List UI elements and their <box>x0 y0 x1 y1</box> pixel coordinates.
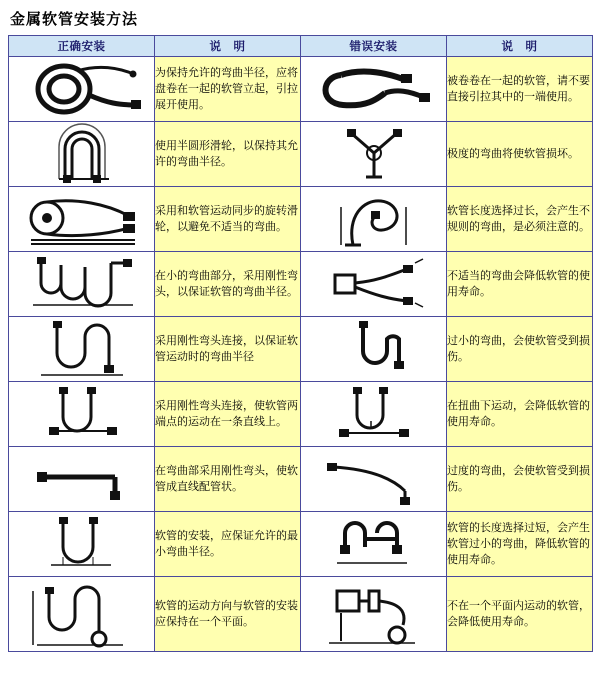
figure-cell-correct <box>9 317 155 382</box>
description-wrong: 被卷卷在一起的软管，请不要直接引拉其中的一端使用。 <box>447 57 593 122</box>
table-row <box>9 447 593 512</box>
too-long-hose-figure <box>301 513 446 575</box>
semicircular-sheave-figure <box>9 123 154 185</box>
table-row <box>9 512 593 577</box>
sharp-bend-pulley-figure <box>301 123 446 185</box>
figure-cell-correct <box>9 577 155 652</box>
description-wrong: 极度的弯曲将使软管损坏。 <box>447 122 593 187</box>
synchronized-rotating-sheave-figure <box>9 188 154 250</box>
too-small-bend-figure <box>301 317 446 381</box>
figure-cell-wrong <box>301 57 447 122</box>
description-correct: 采用和软管运动同步的旋转滑轮，以避免不适当的弯曲。 <box>155 187 301 252</box>
figure-cell-wrong <box>301 252 447 317</box>
column-header-correct-install: 正确安装 <box>9 36 155 57</box>
table-row <box>9 252 593 317</box>
table-row <box>9 187 593 252</box>
figure-cell-wrong <box>301 122 447 187</box>
torsional-motion-figure <box>301 383 446 445</box>
figure-cell-wrong <box>301 577 447 652</box>
table-row <box>9 57 593 122</box>
description-wrong: 过小的弯曲，会使软管受到损伤。 <box>447 317 593 382</box>
table-header-row <box>9 36 593 57</box>
column-header-wrong-description: 说 明 <box>447 36 593 57</box>
rigid-elbow-connection-figure <box>9 317 154 381</box>
straight-pipe-with-elbow-figure <box>9 451 154 507</box>
description-correct: 软管的运动方向与软管的安装应保持在一个平面。 <box>155 577 301 652</box>
figure-cell-wrong <box>301 187 447 252</box>
figure-cell-wrong <box>301 382 447 447</box>
same-plane-motion-figure <box>9 577 154 651</box>
rigid-bend-small-radius-figure <box>9 253 154 315</box>
description-correct: 采用刚性弯头连接，使软管两端点的运动在一条直线上。 <box>155 382 301 447</box>
description-wrong: 不适当的弯曲会降低软管的使用寿命。 <box>447 252 593 317</box>
table-row <box>9 317 593 382</box>
coiled-hose-pulled-figure <box>301 59 446 119</box>
description-wrong: 不在一个平面内运动的软管，会降低使用寿命。 <box>447 577 593 652</box>
description-wrong: 过度的弯曲，会使软管受到损伤。 <box>447 447 593 512</box>
out-of-plane-motion-figure <box>301 577 446 651</box>
improper-bend-short-life-figure <box>301 253 446 315</box>
description-wrong: 软管长度选择过长，会产生不规则的弯曲，是必须注意的。 <box>447 187 593 252</box>
page-title: 金属软管安装方法 <box>10 10 139 28</box>
figure-cell-correct <box>9 447 155 512</box>
column-header-wrong-install: 错误安装 <box>301 36 447 57</box>
rigid-elbow-straight-line-figure <box>9 383 154 445</box>
figure-cell-wrong <box>301 512 447 577</box>
table-row <box>9 577 593 652</box>
hose-installation-table <box>8 35 593 652</box>
coiled-hose-standing-figure <box>9 59 154 119</box>
figure-cell-correct <box>9 187 155 252</box>
figure-cell-wrong <box>301 317 447 382</box>
table-row <box>9 122 593 187</box>
description-correct: 为保持允许的弯曲半径，应将盘卷在一起的软管立起，引拉展开使用。 <box>155 57 301 122</box>
figure-cell-correct <box>9 512 155 577</box>
description-wrong: 在扭曲下运动，会降低软管的使用寿命。 <box>447 382 593 447</box>
figure-cell-correct <box>9 122 155 187</box>
description-correct: 采用刚性弯头连接，以保证软管运动时的弯曲半径 <box>155 317 301 382</box>
description-correct: 在小的弯曲部分，采用刚性弯头，以保证软管的弯曲半径。 <box>155 252 301 317</box>
table-row <box>9 382 593 447</box>
description-wrong: 软管的长度选择过短，会产生软管过小的弯曲，降低软管的使用寿命。 <box>447 512 593 577</box>
over-bending-figure <box>301 451 446 507</box>
figure-cell-correct <box>9 382 155 447</box>
figure-cell-wrong <box>301 447 447 512</box>
minimum-bend-radius-figure <box>9 513 154 575</box>
description-correct: 在弯曲部采用刚性弯头，使软管成直线配管状。 <box>155 447 301 512</box>
figure-cell-correct <box>9 57 155 122</box>
description-correct: 软管的安装，应保证允许的最小弯曲半径。 <box>155 512 301 577</box>
column-header-correct-description: 说 明 <box>155 36 301 57</box>
figure-cell-correct <box>9 252 155 317</box>
excess-length-loop-figure <box>301 187 446 251</box>
description-correct: 使用半圆形滑轮，以保持其允许的弯曲半径。 <box>155 122 301 187</box>
